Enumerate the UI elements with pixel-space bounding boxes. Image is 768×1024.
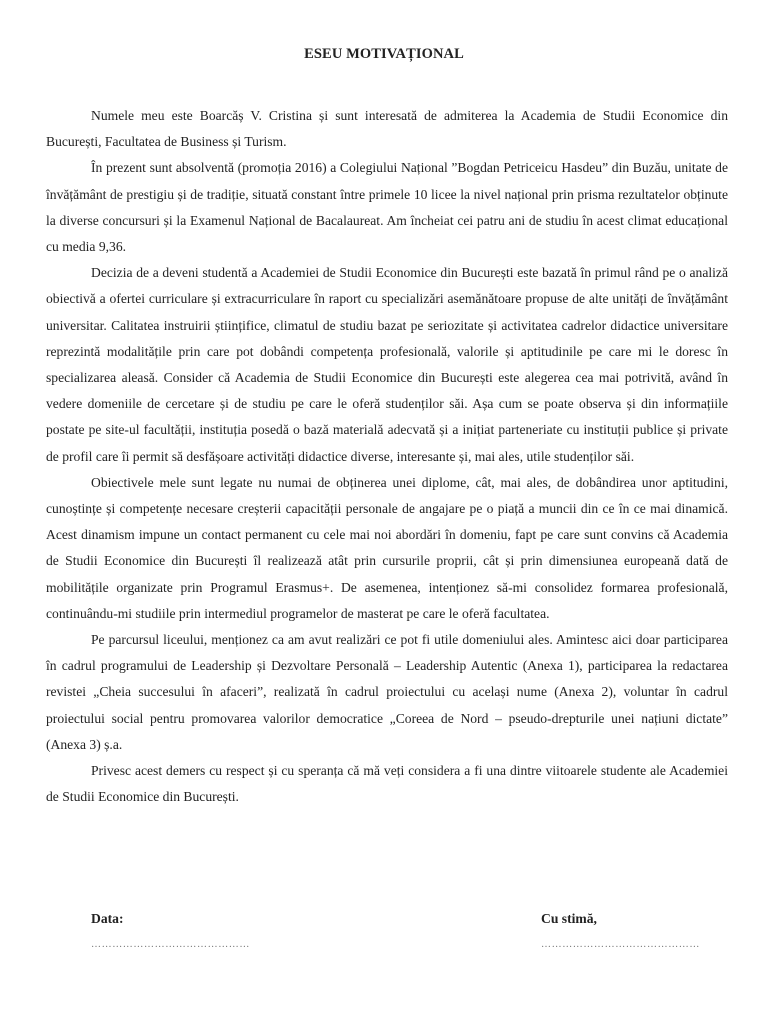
paragraph-intro: Numele meu este Boarcăș V. Cristina și sunt interesată de admiterea la Academia de Studii Economice din București, Facultatea de Business și Turism. [46,108,728,150]
signature-fill-line: ……………………………………… [541,939,700,950]
paragraph-education: În prezent sunt absolventă (promoția 2016) a Colegiului Național ”Bogdan Petriceicu Hasdeu” din Buzău, unitate de învățământ de prestigiu și de tradiție, situată constant între primele 10 licee la nivel național prin prisma rezultatelor obținute la diverse concursuri și la Examenul Național de Bacalaureat. Am încheiat cei patru ani de studiu în acest climat educațional cu media 9,36. [46,160,728,255]
date-label: Data: [91,911,124,926]
document-body [46,103,728,810]
paragraph-achievements: Pe parcursul liceului, menționez ca am avut realizări ce pot fi utile domeniului ales. Amintesc aici doar participarea în cadrul programului de Leadership și Dezvoltare Personală – Leadership Autentic (Anexa 1), participarea la redactarea revistei „Cheia succesului în afaceri”, realizată în cadrul proiectului cu același nume (Anexa 2), voluntar în cadrul proiectului social pentru promovarea valorilor democratice „Coreea de Nord – pseudo-drepturile unei națiuni dictate” (Anexa 3) ș.a. [46,632,728,752]
date-fill-line: ……………………………………… [91,939,250,950]
paragraph-decision: Decizia de a deveni studentă a Academiei de Studii Economice din București este bazată în primul rând pe o analiză obiectivă a ofertei curriculare și extracurriculare în raport cu specializări asemănătoare propuse de alte unități de învățământ universitar. Calitatea instruirii științifice, climatul de studiu bazat pe seriozitate și activitatea cadrelor didactice universitare reprezintă modalitățile prin care pot dobândi competența profesională, valorile și aptitudinile pe care mi le doresc în specializarea aleasă. Consider că Academia de Studii Economice din București este alegerea cea mai potrivită, având în vedere domeniile de cercetare și de studiu pe care le oferă studenților săi. Așa cum se poate observa și din informațiile postate pe site-ul facultății, instituția posedă o bază materială adecvată și a inițiat parteneriate cu instituții publice și private de profil care îi permit să desfășoare activități didactice diverse, interesante și, mai ales, utile studenților săi. [46,265,728,464]
regards-label: Cu stimă, [541,911,597,926]
paragraph-closing: Privesc acest demers cu respect și cu speranța că mă veți considera a fi una dintre viitoarele studente ale Academiei de Studii Economice din București. [46,763,728,805]
paragraph-objectives: Obiectivele mele sunt legate nu numai de obținerea unei diplome, cât, mai ales, de dobândirea unor aptitudini, cunoștințe și competențe necesare creșterii capacității personale de angajare pe o piață a muncii din ce în ce mai dinamică. Acest dinamism impune un contact permanent cu cele mai noi abordări în domeniu, fapt pe care sunt convins că Academia de Studii Economice din București îl realizează atât prin cursurile proprii, cât și prin dimensiunea europeană dată de mobilitățile organizate prin Programul Erasmus+. De asemenea, intenționez să-mi consolidez formarea profesională, continuându-mi studiile prin intermediul programelor de masterat pe care le oferă facultatea. [46,474,728,621]
document-title: ESEU MOTIVAȚIONAL [304,46,464,62]
